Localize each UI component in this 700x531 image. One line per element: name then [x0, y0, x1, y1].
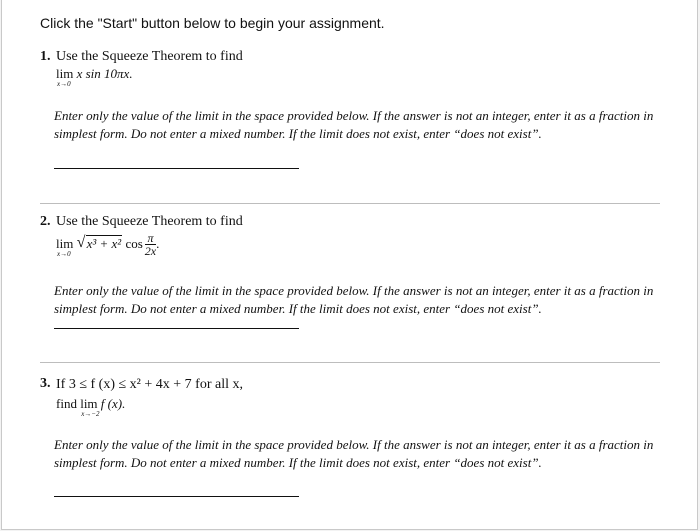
- find-word: find: [56, 396, 77, 411]
- square-root: √ x³ + x²: [76, 233, 122, 251]
- question-3-math: [56, 396, 126, 418]
- question-2-prompt: Use the Squeeze Theorem to find: [56, 214, 243, 229]
- limit-expression: f (x).: [100, 396, 126, 411]
- question-1-answer-field[interactable]: [54, 150, 299, 169]
- question-2-math: lim x→0 √ x³ + x² cos $\frac{\pi}{2x}$ .: [56, 231, 160, 258]
- question-3-number: 3.: [40, 376, 51, 391]
- divider: [40, 362, 660, 363]
- question-1-number: 1.: [40, 49, 51, 64]
- divider: [40, 203, 660, 204]
- limit-operator: lim x→0: [56, 66, 74, 88]
- question-3-instructions: Enter only the value of the limit in the space provided below. If the answer is not an integer, enter it as a fraction in simplest form. Do not enter a mixed number. If the limit does not exist, enter “does not exist”.: [54, 437, 654, 470]
- question-1-math: [56, 66, 133, 88]
- limit-operator: lim x→−2: [80, 396, 100, 418]
- question-3-prompt: If 3 ≤ f (x) ≤ x² + 4x + 7 for all x,: [56, 377, 243, 392]
- question-3-answer-field[interactable]: [54, 478, 299, 497]
- cos-function: cos: [125, 235, 143, 251]
- question-2-number: 2.: [40, 214, 51, 229]
- question-1-instructions: Enter only the value of the limit in the space provided below. If the answer is not an integer, enter it as a fraction in simplest form. Do not enter a mixed number. If the limit does not exist, enter “does not exist”.: [54, 108, 654, 141]
- limit-expression: x sin 10πx.: [76, 66, 133, 81]
- limit-operator: lim x→0: [56, 235, 74, 258]
- question-2-instructions: Enter only the value of the limit in the space provided below. If the answer is not an integer, enter it as a fraction in simplest form. Do not enter a mixed number. If the limit does not exist, enter “does not exist”.: [54, 283, 654, 316]
- question-1-prompt: Use the Squeeze Theorem to find: [56, 49, 243, 64]
- fraction: $\frac{\pi}{2x}$: [144, 231, 157, 258]
- question-2-answer-field[interactable]: [54, 310, 299, 329]
- assignment-page: [1, 0, 698, 530]
- intro-text: Click the "Start" button below to begin your assignment.: [40, 15, 385, 31]
